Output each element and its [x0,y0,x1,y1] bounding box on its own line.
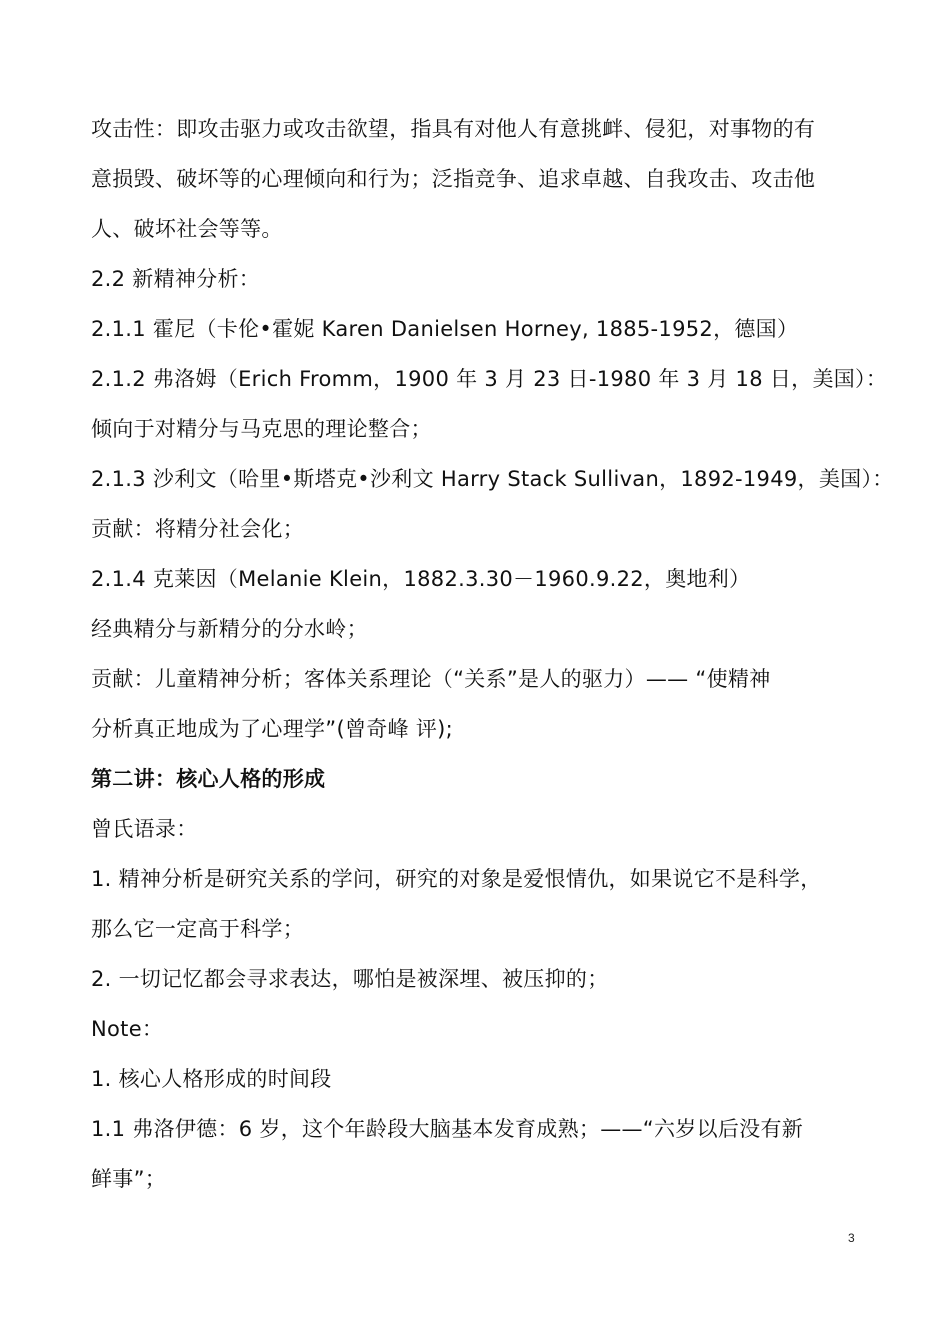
paragraph-line: 2.1.4 克莱因（Melanie Klein，1882.3.30－1960.9.22，奥地利） [91,567,751,591]
paragraph-line: 1. 精神分析是研究关系的学问，研究的对象是爱恨情仇，如果说它不是科学， [91,867,822,891]
lecture-heading: 第二讲：核心人格的形成 [91,767,326,791]
paragraph-line: 那么它一定高于科学； [91,917,304,941]
paragraph-line: 曾氏语录： [91,817,198,841]
paragraph-line: 1.1 弗洛伊德：6 岁，这个年龄段大脑基本发育成熟；——“六岁以后没有新 [91,1117,804,1141]
paragraph-line: 经典精分与新精分的分水岭； [91,617,368,641]
paragraph-line: 分析真正地成为了心理学”(曾奇峰 评); [91,717,454,741]
paragraph-line: 贡献：将精分社会化； [91,517,304,541]
paragraph-line: 意损毁、破坏等的心理倾向和行为；泛指竞争、追求卓越、自我攻击、攻击他 [91,167,816,191]
paragraph-line: 2.1.3 沙利文（哈里•斯塔克•沙利文 Harry Stack Sullivan，1892-1949，美国）： [91,467,894,491]
paragraph-line: Note： [91,1017,164,1041]
paragraph-line: 2. 一切记忆都会寻求表达，哪怕是被深埋、被压抑的； [91,967,609,991]
paragraph-line: 人、破坏社会等等。 [91,217,283,241]
paragraph-line: 1. 核心人格形成的时间段 [91,1067,332,1091]
paragraph-line: 鲜事”； [91,1167,167,1191]
section-line: 2.2 新精神分析： [91,267,261,291]
paragraph-line: 贡献：儿童精神分析；客体关系理论（“关系”是人的驱力）—— “使精神 [91,667,771,691]
paragraph-line: 2.1.2 弗洛姆（Erich Fromm，1900 年 3 月 23 日-1980 年 3 月 18 日，美国）： [91,367,888,391]
paragraph-line: 攻击性：即攻击驱力或攻击欲望，指具有对他人有意挑衅、侵犯，对事物的有 [91,117,816,141]
document-body [91,104,894,1204]
page-number: 3 [848,1231,855,1245]
paragraph-line: 倾向于对精分与马克思的理论整合； [91,417,432,441]
paragraph-line: 2.1.1 霍尼（卡伦•霍妮 Karen Danielsen Horney, 1885-1952，德国） [91,317,799,341]
